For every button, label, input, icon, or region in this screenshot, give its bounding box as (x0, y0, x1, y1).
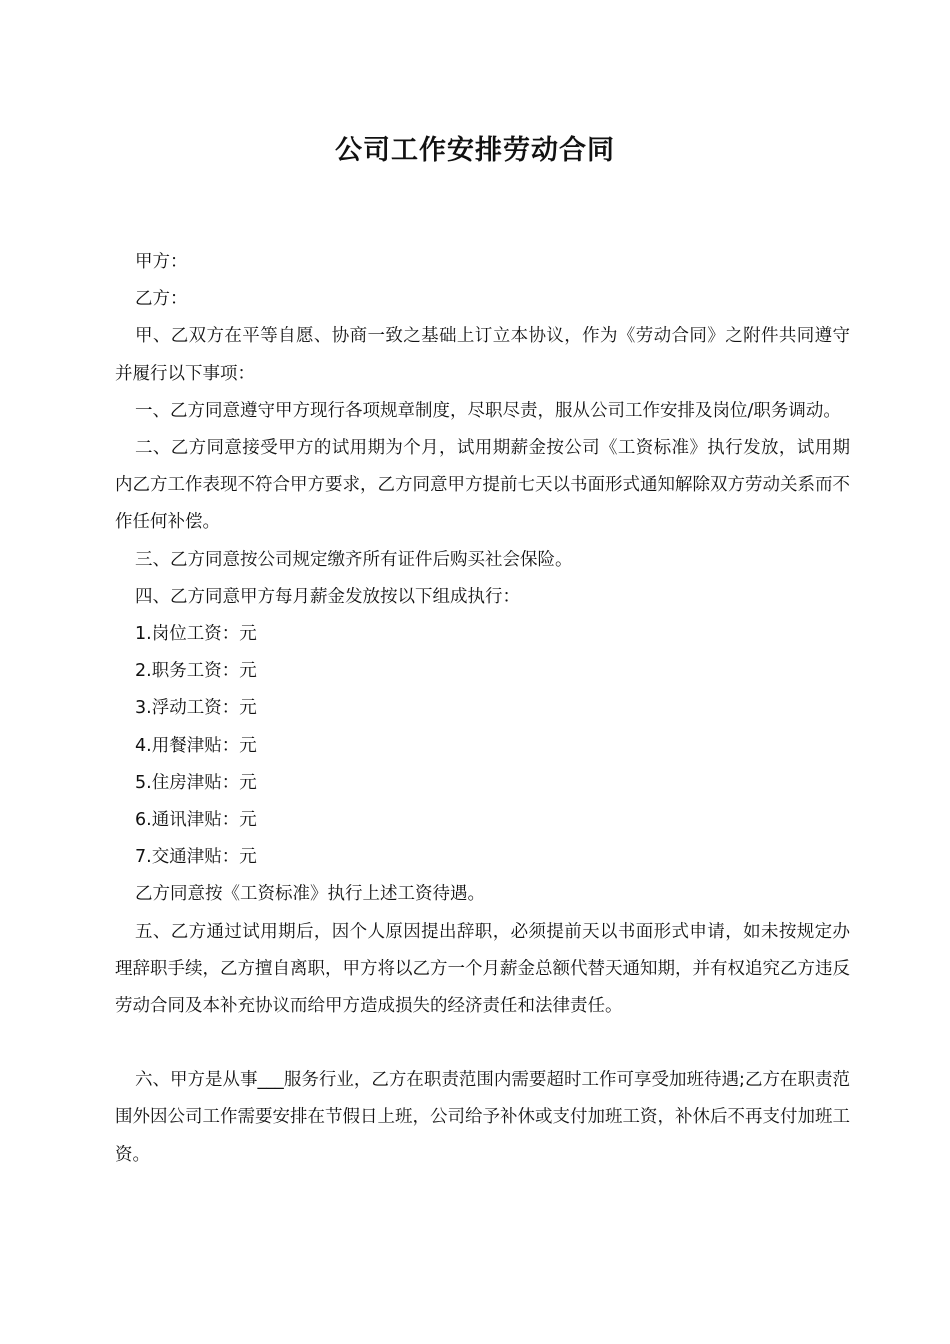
salary-item: 6.通讯津贴：元 (135, 810, 257, 831)
salary-item: 3.浮动工资：元 (135, 698, 257, 719)
salary-item: 1.岗位工资：元 (135, 624, 257, 645)
clause-4: 四、乙方同意甲方每月薪金发放按以下组成执行： (135, 586, 520, 607)
party-a-line: 甲方： (135, 252, 188, 272)
clause-2: 二、乙方同意接受甲方的试用期为个月，试用期薪金按公司《工资标准》执行发放，试用期内乙方工作表现不符合甲方要求，乙方同意甲方提前七天以书面形式通知解除双方劳动关系而不作任何补偿。 (115, 438, 850, 533)
document-title: 公司工作安排劳动合同 (335, 135, 615, 166)
salary-item: 4.用餐津贴：元 (135, 735, 257, 756)
paragraph-spacer (115, 1025, 850, 1062)
salary-item: 2.职务工资：元 (135, 661, 257, 682)
salary-agreement-line: 乙方同意按《工资标准》执行上述工资待遇。 (135, 884, 485, 905)
clause-5: 五、乙方通过试用期后，因个人原因提出辞职，必须提前天以书面形式申请，如未按规定办理辞职手续，乙方擅自离职，甲方将以乙方一个月薪金总额代替天通知期，并有权追究乙方违反劳动合同及本补充协议而给甲方造成损失的经济责任和法律责任。 (115, 921, 850, 1017)
document-body (115, 244, 850, 1174)
clause-3: 三、乙方同意按公司规定缴齐所有证件后购买社会保险。 (135, 549, 573, 570)
salary-item: 5.住房津贴：元 (135, 772, 257, 793)
salary-item: 7.交通津贴：元 (135, 847, 257, 868)
intro-paragraph: 甲、乙双方在平等自愿、协商一致之基础上订立本协议，作为《劳动合同》之附件共同遵守并履行以下事项： (115, 326, 850, 384)
clause-1: 一、乙方同意遵守甲方现行各项规章制度，尽职尽责，服从公司工作安排及岗位/职务调动。 (135, 400, 841, 421)
clause-6: 六、甲方是从事___服务行业，乙方在职责范围内需要超时工作可享受加班待遇;乙方在职责范围外因公司工作需要安排在节假日上班，公司给予补休或支付加班工资，补休后不再支付加班工资。 (115, 1070, 850, 1165)
party-b-line: 乙方： (135, 289, 188, 310)
